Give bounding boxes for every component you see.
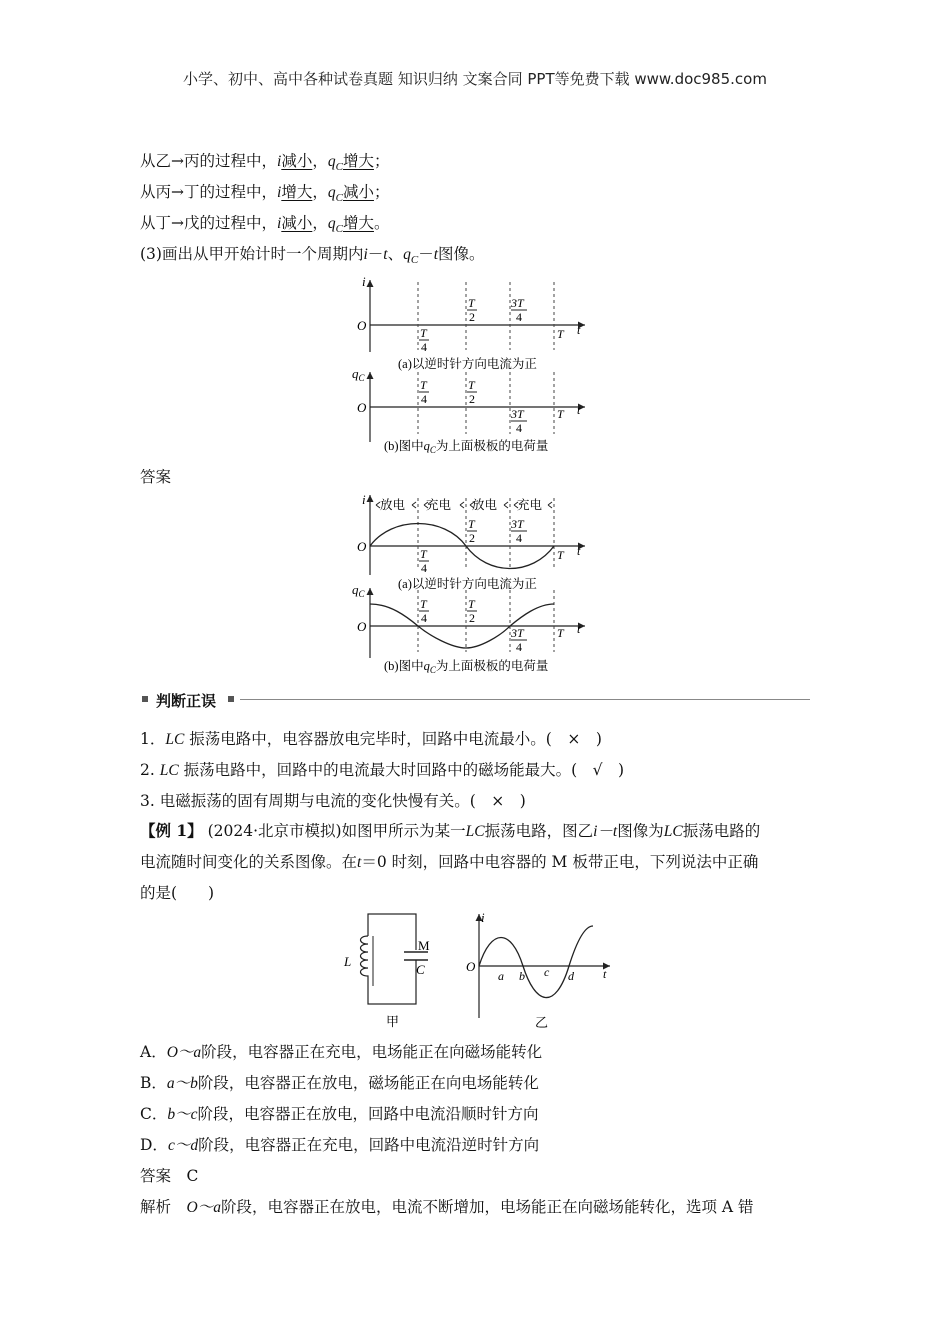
point-b-label: b [519, 969, 525, 983]
svg-text:O: O [357, 400, 367, 415]
process-line: 从丁→戊的过程中，i减小，$q_C$增大。 [140, 214, 390, 236]
point-d-label: d [568, 969, 574, 983]
tick-label-T: T [557, 327, 564, 341]
svg-text:(a)以逆时针方向电流为正: (a)以逆时针方向电流为正 [398, 577, 537, 591]
svg-text:4: 4 [421, 392, 427, 406]
section-bullet-icon [142, 696, 148, 702]
i-axis-label: i [362, 274, 366, 289]
svg-text:3T: 3T [511, 626, 524, 640]
caption-a: (a)以逆时针方向电流为正 [398, 357, 537, 371]
svg-text:放电: 放电 [380, 498, 406, 512]
svg-text:T: T [468, 296, 475, 310]
svg-text:4: 4 [516, 310, 522, 324]
judgment-item: 2. LC 振荡电路中，回路中的电流最大时回路中的磁场能最大。( √ ) [140, 761, 625, 779]
svg-text:2: 2 [469, 611, 475, 625]
svg-text:T: T [420, 547, 427, 561]
graph-i-label: i [481, 910, 485, 925]
svg-text:充电: 充电 [426, 498, 452, 512]
phase-label-4 [514, 497, 552, 512]
svg-text:T: T [420, 326, 427, 340]
svg-text:4: 4 [516, 421, 522, 435]
svg-text:T: T [468, 517, 475, 531]
svg-text:4: 4 [421, 340, 427, 354]
svg-text:3T: 3T [511, 517, 524, 531]
svg-text:T: T [420, 378, 427, 392]
tick-label-3T4 [510, 296, 527, 324]
svg-text:t: t [577, 622, 581, 636]
svg-text:充电: 充电 [517, 498, 543, 512]
svg-text:t: t [577, 544, 581, 558]
svg-text:i: i [362, 492, 366, 507]
answer-graphs-figure [340, 490, 600, 680]
svg-text:3T: 3T [511, 296, 524, 310]
svg-text:T: T [557, 548, 564, 562]
svg-text:T: T [557, 407, 564, 421]
section-divider [240, 699, 810, 700]
judgment-item: 3. 电磁振荡的固有周期与电流的变化快慢有关。( × ) [140, 792, 526, 810]
capacitor-label: C [416, 962, 425, 977]
current-sine-curve [479, 926, 593, 998]
circuit-caption: 甲 [386, 1014, 400, 1029]
caption-b: (b)图中$q_C$为上面极板的电荷量 [384, 439, 549, 455]
tick-label-T2 [467, 296, 477, 324]
graph-origin-label: O [466, 959, 476, 974]
option-a: A．O～a阶段，电容器正在充电，电场能正在向磁场能转化 [140, 1043, 543, 1061]
example-line-1: 【例 1】 (2024·北京市模拟)如图甲所示为某一LC振荡电路，图乙i－t图像为LC振荡电路的 [140, 821, 761, 840]
svg-text:4: 4 [421, 611, 427, 625]
option-b: B．a～b阶段，电容器正在放电，磁场能正在向电场能转化 [140, 1074, 539, 1092]
example-line-3: 的是( ) [140, 884, 215, 902]
svg-text:4: 4 [516, 640, 522, 654]
svg-text:O: O [357, 539, 367, 554]
svg-text:t: t [577, 403, 581, 417]
svg-text:放电: 放电 [472, 498, 498, 512]
svg-text:T: T [468, 378, 475, 392]
process-line: 从丙→丁的过程中，i增大，$q_C$减小； [140, 183, 390, 205]
point-c-label: c [544, 965, 550, 979]
svg-text:T: T [557, 626, 564, 640]
svg-text:qC: $q_C$ [352, 582, 365, 599]
svg-text:2: 2 [469, 392, 475, 406]
section-header [140, 690, 810, 710]
blank-graphs-figure [340, 272, 600, 462]
step3-instruction: (3)画出从甲开始计时一个周期内i－t、$q_C-t$图像。 [140, 245, 485, 267]
answer-label: 答案 [140, 468, 172, 486]
qc-axis-label: $q_C$ [352, 366, 365, 383]
svg-text:T: T [420, 597, 427, 611]
svg-text:2: 2 [469, 310, 475, 324]
point-a-label: a [498, 969, 504, 983]
graph-t-label: t [603, 967, 607, 981]
svg-text:O: O [357, 619, 367, 634]
final-answer: 答案 C [140, 1167, 199, 1185]
plate-m-label: M [418, 938, 430, 953]
process-line: 从乙→丙的过程中，i减小，$q_C$增大； [140, 152, 390, 174]
graph-caption: 乙 [535, 1015, 549, 1030]
example-line-2: 电流随时间变化的关系图像。在t＝0 时刻，回路中电容器的 M 板带正电，下列说法中正确 [140, 853, 759, 871]
option-c: C．b～c阶段，电容器正在放电，回路中电流沿顺时针方向 [140, 1105, 539, 1123]
svg-text:2: 2 [469, 531, 475, 545]
section-title: 判断正误 [156, 692, 217, 710]
judgment-item: 1．LC 振荡电路中，电容器放电完毕时，回路中电流最小。( × ) [140, 730, 602, 748]
svg-text:T: T [468, 597, 475, 611]
origin-label: O [357, 318, 367, 333]
svg-text:3T: 3T [511, 407, 524, 421]
option-d: D．c～d阶段，电容器正在充电，回路中电流沿逆时针方向 [140, 1136, 540, 1154]
phase-label-3 [470, 497, 508, 512]
current-time-graph [465, 908, 615, 1033]
t-axis-label: t [577, 323, 581, 337]
svg-text:(b)图中qC为上面极板的电荷量: (b)图中$q_C$为上面极板的电荷量 [384, 659, 549, 675]
svg-text:4: 4 [421, 561, 427, 575]
analysis: 解析 O～a阶段，电容器正在放电，电流不断增加，电场能正在向磁场能转化，选项 A 错 [140, 1198, 754, 1216]
tick-label-T4 [419, 326, 429, 354]
svg-text:4: 4 [516, 531, 522, 545]
section-bullet-icon [228, 696, 234, 702]
phase-label-1 [376, 497, 416, 512]
phase-label-2 [424, 497, 464, 512]
inductor-label: L [344, 954, 352, 969]
page-header: 小学、初中、高中各种试卷真题 知识归纳 文案合同 PPT等免费下载 www.doc985.com [183, 70, 767, 88]
circuit-diagram [338, 908, 448, 1033]
